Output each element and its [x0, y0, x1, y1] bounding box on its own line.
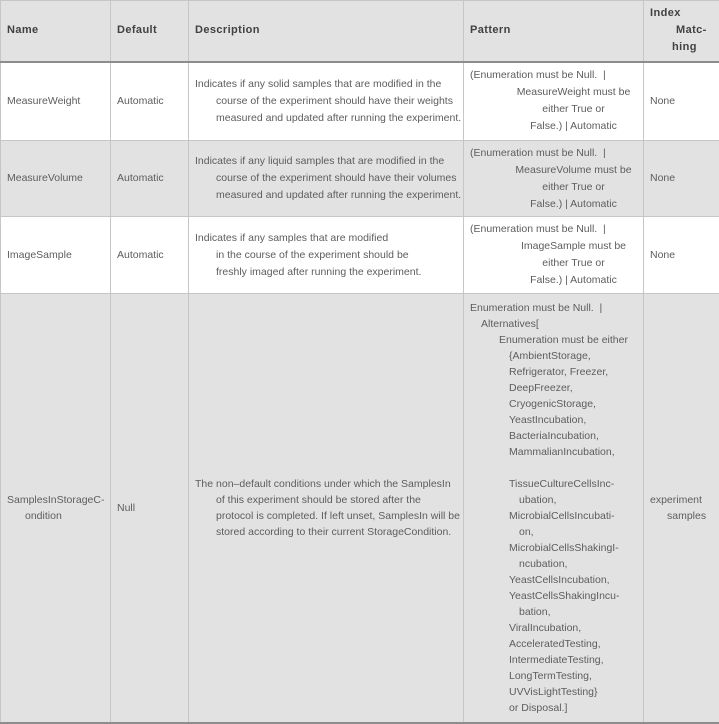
text-line: False.) | Automatic [530, 274, 617, 286]
text-line: SamplesInStorageC- [7, 493, 105, 506]
text-line: course of the experiment should have their weights [216, 94, 453, 107]
description-text [195, 476, 460, 540]
index-matching-text [650, 247, 713, 264]
text-line: Indicates if any solid samples that are modified in the [195, 77, 442, 90]
text-line: samples [667, 509, 707, 522]
text-line: ImageSample [7, 248, 72, 261]
index-matching-cell [644, 294, 719, 723]
text-line: Indicates if any samples that are modified [195, 231, 389, 244]
text-line: Alternatives[ [481, 317, 539, 330]
text-line [470, 460, 637, 476]
text-line: measured and updated after running the experiment. [216, 189, 462, 201]
text-line: stored according to their current StorageCondition. [216, 525, 452, 538]
text-line: CryogenicStorage, [509, 397, 596, 410]
index-matching-cell [644, 62, 719, 141]
description-text [195, 230, 457, 281]
name-cell [1, 217, 111, 294]
index-matching-text [650, 170, 713, 187]
row-samples-in-storage-condition [1, 294, 719, 723]
text-line: None [650, 94, 676, 107]
header-row [1, 1, 719, 62]
description-text [195, 153, 462, 204]
text-line: freshly imaged after running the experiment. [216, 265, 422, 278]
text-line: bation, [519, 605, 551, 618]
column-header-index-matching [644, 1, 719, 62]
text-line: None [650, 172, 676, 184]
index-matching-header-lines [650, 5, 713, 56]
name-text [7, 170, 104, 187]
text-line: on, [519, 525, 534, 538]
default-cell: Null [111, 294, 189, 723]
text-line: The non–default conditions under which the SamplesIn [195, 477, 451, 490]
row-measure-weight [1, 62, 719, 141]
text-line: UVVisLightTesting} [509, 685, 598, 698]
text-line: (Enumeration must be Null. | [470, 223, 606, 235]
text-line: Indicates if any liquid samples that are modified in the [195, 155, 445, 167]
text-line: Enumeration must be Null. | [470, 301, 603, 314]
text-line: (Enumeration must be Null. | [470, 146, 606, 159]
text-line: LongTermTesting, [509, 669, 592, 682]
name-text [7, 247, 104, 264]
column-header-description: Description [189, 1, 464, 62]
text-line: MeasureWeight [7, 94, 81, 107]
index-matching-cell [644, 141, 719, 217]
text-line: YeastCellsIncubation, [509, 573, 610, 586]
default-cell: Automatic [111, 217, 189, 294]
text-line: BacteriaIncubation, [509, 429, 599, 442]
text-line: Refrigerator, Freezer, [509, 365, 609, 378]
text-line: MeasureWeight must be [516, 86, 631, 99]
pattern-text [470, 67, 637, 135]
text-line: MeasureVolume must be [515, 163, 632, 176]
text-line: False.) | Automatic [530, 197, 617, 210]
index-matching-cell [644, 217, 719, 294]
text-line: ncubation, [519, 557, 568, 570]
text-line: YeastCellsShakingIncu- [509, 589, 620, 602]
text-line: ImageSample must be [520, 240, 627, 252]
text-line: YeastIncubation, [509, 413, 587, 426]
pattern-cell [464, 294, 644, 723]
index-matching-text [650, 93, 713, 110]
index-matching-text [650, 492, 713, 524]
description-cell [189, 141, 464, 217]
default-cell: Automatic [111, 62, 189, 141]
name-text [7, 492, 104, 524]
text-line: measured and updated after running the experiment. [216, 111, 462, 124]
description-cell [189, 62, 464, 141]
text-line: ubation, [519, 493, 557, 506]
name-cell [1, 294, 111, 723]
text-line: {AmbientStorage, [509, 349, 591, 362]
text-line: or Disposal.] [509, 701, 568, 714]
column-header-pattern: Pattern [464, 1, 644, 62]
name-cell [1, 62, 111, 141]
text-line: Index [650, 7, 681, 20]
text-line: TissueCultureCellsInc- [509, 477, 615, 490]
column-header-default: Default [111, 1, 189, 62]
text-line: MeasureVolume [7, 172, 83, 184]
pattern-text [470, 300, 637, 716]
text-line: (Enumeration must be Null. | [470, 69, 606, 82]
default-cell: Automatic [111, 141, 189, 217]
text-line: protocol is completed. If left unset, SamplesIn will be [216, 509, 460, 522]
pattern-text [470, 145, 637, 213]
pattern-cell [464, 217, 644, 294]
column-header-name: Name [1, 1, 111, 62]
pattern-text [470, 221, 637, 289]
text-line: AcceleratedTesting, [509, 637, 601, 650]
description-cell [189, 217, 464, 294]
text-line: hing [672, 41, 697, 54]
pattern-cell [464, 141, 644, 217]
text-line: None [650, 248, 676, 261]
text-line: MicrobialCellsShakingI- [509, 541, 619, 554]
text-line: in the course of the experiment should be [216, 248, 409, 261]
name-cell [1, 141, 111, 217]
text-line: either True or [542, 180, 605, 193]
text-line: DeepFreezer, [509, 381, 573, 394]
name-text [7, 93, 104, 110]
text-line: experiment [650, 493, 702, 506]
text-line: MammalianIncubation, [509, 445, 615, 458]
pattern-cell [464, 62, 644, 141]
text-line: course of the experiment should have their volumes [216, 172, 457, 184]
row-image-sample [1, 217, 719, 294]
text-line: MicrobialCellsIncubati- [509, 509, 615, 522]
description-cell [189, 294, 464, 723]
text-line: either True or [542, 103, 605, 116]
text-line: Matc- [676, 24, 707, 37]
description-text [195, 76, 462, 127]
text-line: of this experiment should be stored after the [216, 493, 421, 506]
text-line: either True or [542, 257, 605, 269]
text-line: False.) | Automatic [530, 120, 617, 133]
text-line: IntermediateTesting, [509, 653, 604, 666]
text-line: ondition [25, 509, 62, 522]
row-measure-volume [1, 141, 719, 217]
text-line: Enumeration must be either [499, 333, 628, 346]
text-line: ViralIncubation, [509, 621, 582, 634]
